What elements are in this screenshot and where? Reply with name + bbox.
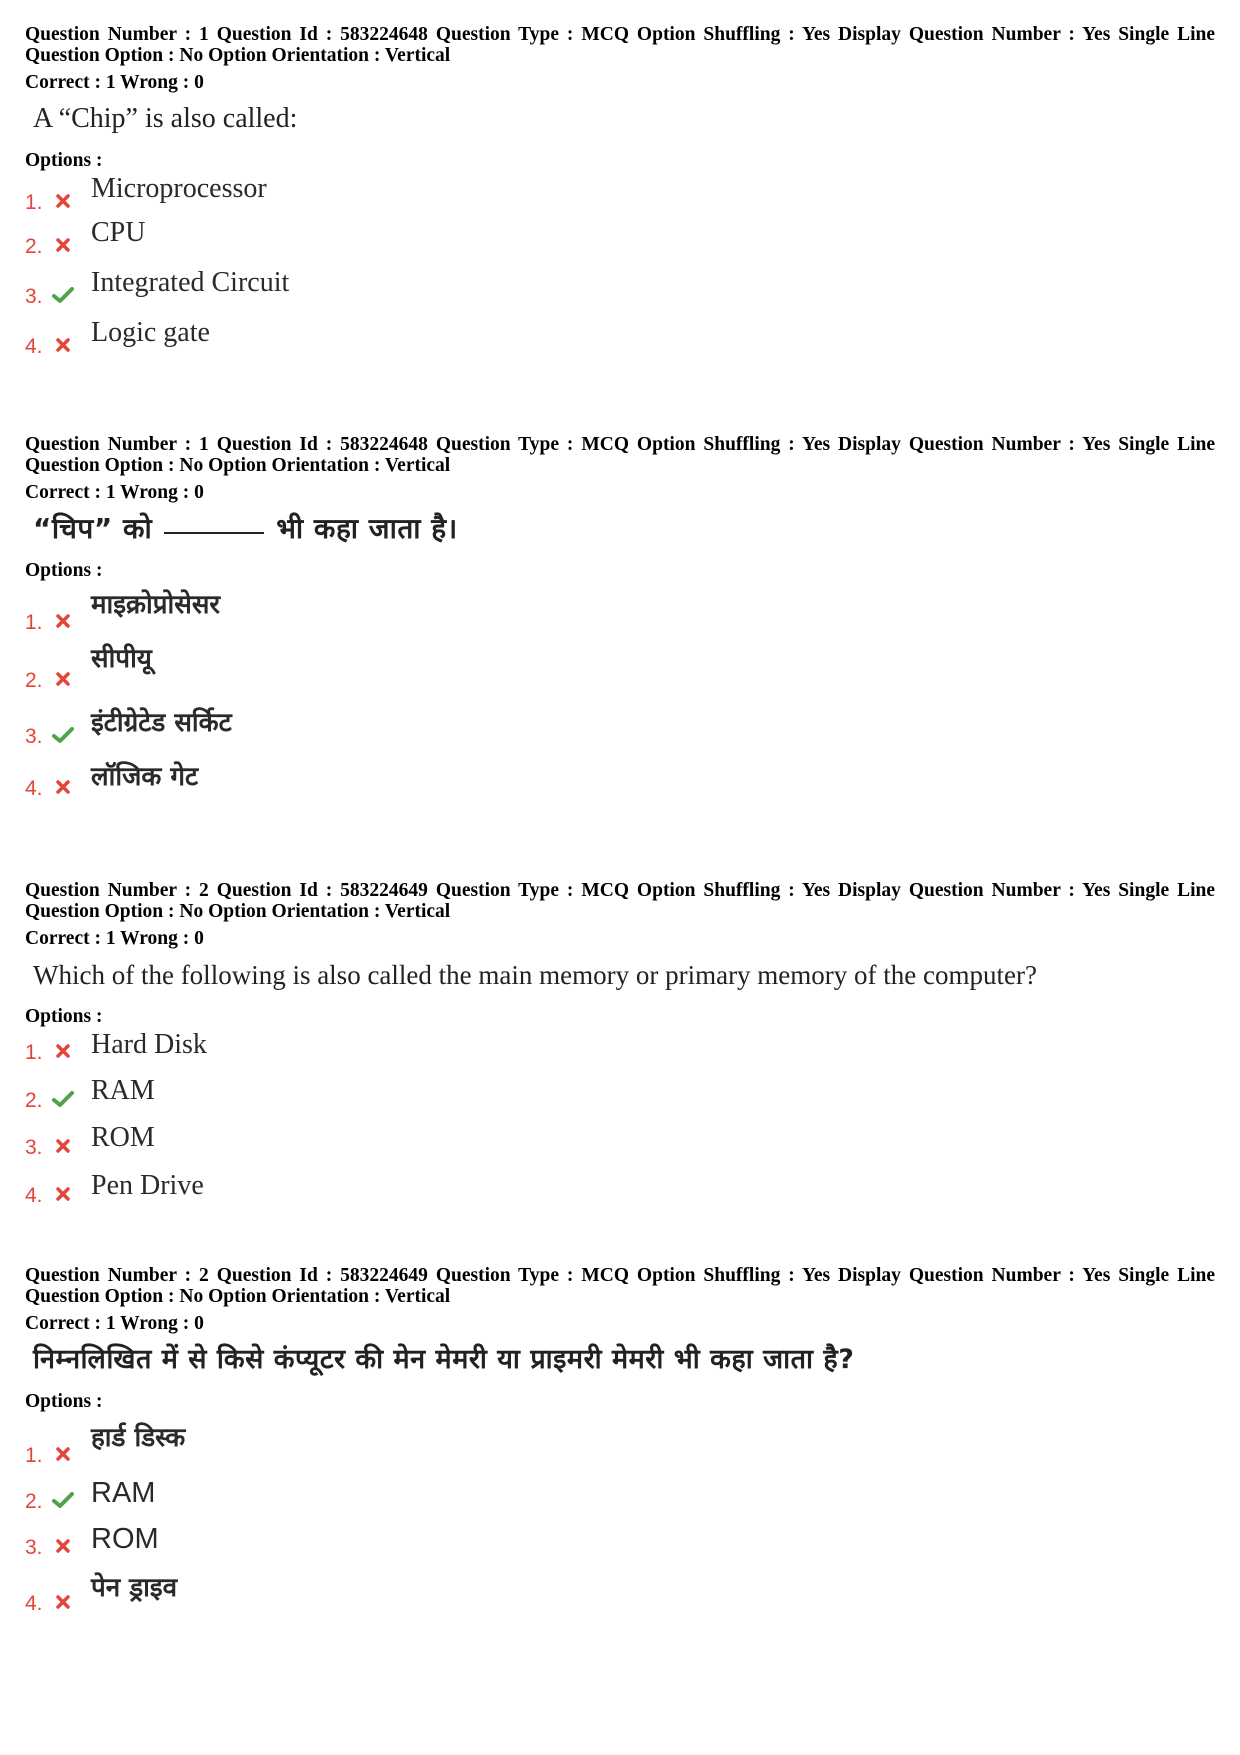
option-item: [25, 219, 1215, 263]
check-icon: [51, 1488, 75, 1512]
option-number: 1.: [25, 1041, 43, 1064]
cross-icon: [51, 233, 75, 257]
question-meta: Question Number : 2 Question Id : 583224649 Question Type : MCQ Option Shuffling : Yes Display Question Number : Yes Single Line Question Option : No Option Orientation : Vertical: [25, 880, 1215, 922]
cross-icon: [51, 1134, 75, 1158]
option-text: Hard Disk: [91, 1029, 207, 1060]
score-info: Correct : 1 Wrong : 0: [25, 72, 204, 93]
option-text: ROM: [91, 1523, 159, 1555]
cross-icon: [51, 333, 75, 357]
option-number: 1.: [25, 1444, 43, 1467]
question-text: A “Chip” is also called:: [33, 103, 298, 134]
option-number: 3.: [25, 285, 43, 308]
cross-icon: [51, 609, 75, 633]
question-block: [25, 434, 1215, 805]
option-text: सीपीयू: [91, 644, 152, 674]
options-label: Options :: [25, 1006, 103, 1027]
option-text: लॉजिक गेट: [91, 762, 199, 792]
question-block: [25, 880, 1215, 1212]
option-item: [25, 1027, 1215, 1069]
question-block: [25, 24, 1215, 363]
cross-icon: [51, 1590, 75, 1614]
option-text: हार्ड डिस्क: [91, 1423, 186, 1453]
question-text: Which of the following is also called the main memory or primary memory of the computer?: [33, 960, 1037, 990]
cross-icon: [51, 1182, 75, 1206]
cross-icon: [51, 189, 75, 213]
score-info: Correct : 1 Wrong : 0: [25, 928, 204, 949]
option-text: पेन ड्राइव: [91, 1573, 178, 1603]
question-meta: Question Number : 1 Question Id : 583224648 Question Type : MCQ Option Shuffling : Yes Display Question Number : Yes Single Line Question Option : No Option Orientation : Vertical: [25, 434, 1215, 476]
options-label: Options :: [25, 560, 103, 581]
score-info: Correct : 1 Wrong : 0: [25, 482, 204, 503]
cross-icon: [51, 667, 75, 691]
option-number: 2.: [25, 1490, 43, 1513]
option-number: 1.: [25, 191, 43, 214]
question-meta: Question Number : 1 Question Id : 583224648 Question Type : MCQ Option Shuffling : Yes Display Question Number : Yes Single Line Question Option : No Option Orientation : Vertical: [25, 24, 1215, 66]
options-label: Options :: [25, 1391, 103, 1412]
question-meta: Question Number : 2 Question Id : 583224649 Question Type : MCQ Option Shuffling : Yes Display Question Number : Yes Single Line Question Option : No Option Orientation : Vertical: [25, 1265, 1215, 1307]
option-number: 2.: [25, 1089, 43, 1112]
option-item: [25, 313, 1215, 363]
cross-icon: [51, 1442, 75, 1466]
option-item: [25, 639, 1215, 697]
option-text: Microprocessor: [91, 173, 267, 204]
option-item: [25, 1472, 1215, 1518]
check-icon: [51, 723, 75, 747]
cross-icon: [51, 1534, 75, 1558]
option-item: [25, 1164, 1215, 1212]
option-item: [25, 753, 1215, 805]
cross-icon: [51, 775, 75, 799]
option-item: [25, 1564, 1215, 1620]
option-number: 2.: [25, 235, 43, 258]
option-item: [25, 171, 1215, 219]
check-icon: [51, 283, 75, 307]
option-text: इंटीग्रेटेड सर्किट: [91, 708, 232, 738]
question-text: निम्नलिखित में से किसे कंप्यूटर की मेन मेमरी या प्राइमरी मेमरी भी कहा जाता है?: [33, 1344, 855, 1375]
option-number: 4.: [25, 1592, 43, 1615]
option-number: 3.: [25, 1536, 43, 1559]
option-item: [25, 697, 1215, 753]
option-text: माइक्रोप्रोसेसर: [91, 590, 221, 620]
option-text: ROM: [91, 1122, 155, 1153]
option-text: RAM: [91, 1075, 155, 1106]
option-item: [25, 581, 1215, 639]
option-item: [25, 1069, 1215, 1117]
option-number: 4.: [25, 335, 43, 358]
answer-blank: [164, 532, 264, 534]
option-text: RAM: [91, 1477, 156, 1509]
option-text: Integrated Circuit: [91, 267, 290, 298]
question-block: [25, 1265, 1215, 1620]
cross-icon: [51, 1039, 75, 1063]
option-item: [25, 1412, 1215, 1472]
check-icon: [51, 1087, 75, 1111]
question-text-part: “चिप” को: [33, 512, 153, 545]
option-number: 2.: [25, 669, 43, 692]
option-text: Logic gate: [91, 317, 210, 348]
option-item: [25, 263, 1215, 313]
option-number: 3.: [25, 725, 43, 748]
question-text-part: भी कहा जाता है।: [276, 512, 458, 545]
options-label: Options :: [25, 150, 103, 171]
option-number: 4.: [25, 777, 43, 800]
option-text: Pen Drive: [91, 1170, 204, 1201]
option-item: [25, 1117, 1215, 1164]
option-text: CPU: [91, 217, 146, 248]
option-number: 1.: [25, 611, 43, 634]
score-info: Correct : 1 Wrong : 0: [25, 1313, 204, 1334]
question-text: [33, 512, 1215, 546]
option-number: 3.: [25, 1136, 43, 1159]
option-item: [25, 1518, 1215, 1564]
option-number: 4.: [25, 1184, 43, 1207]
